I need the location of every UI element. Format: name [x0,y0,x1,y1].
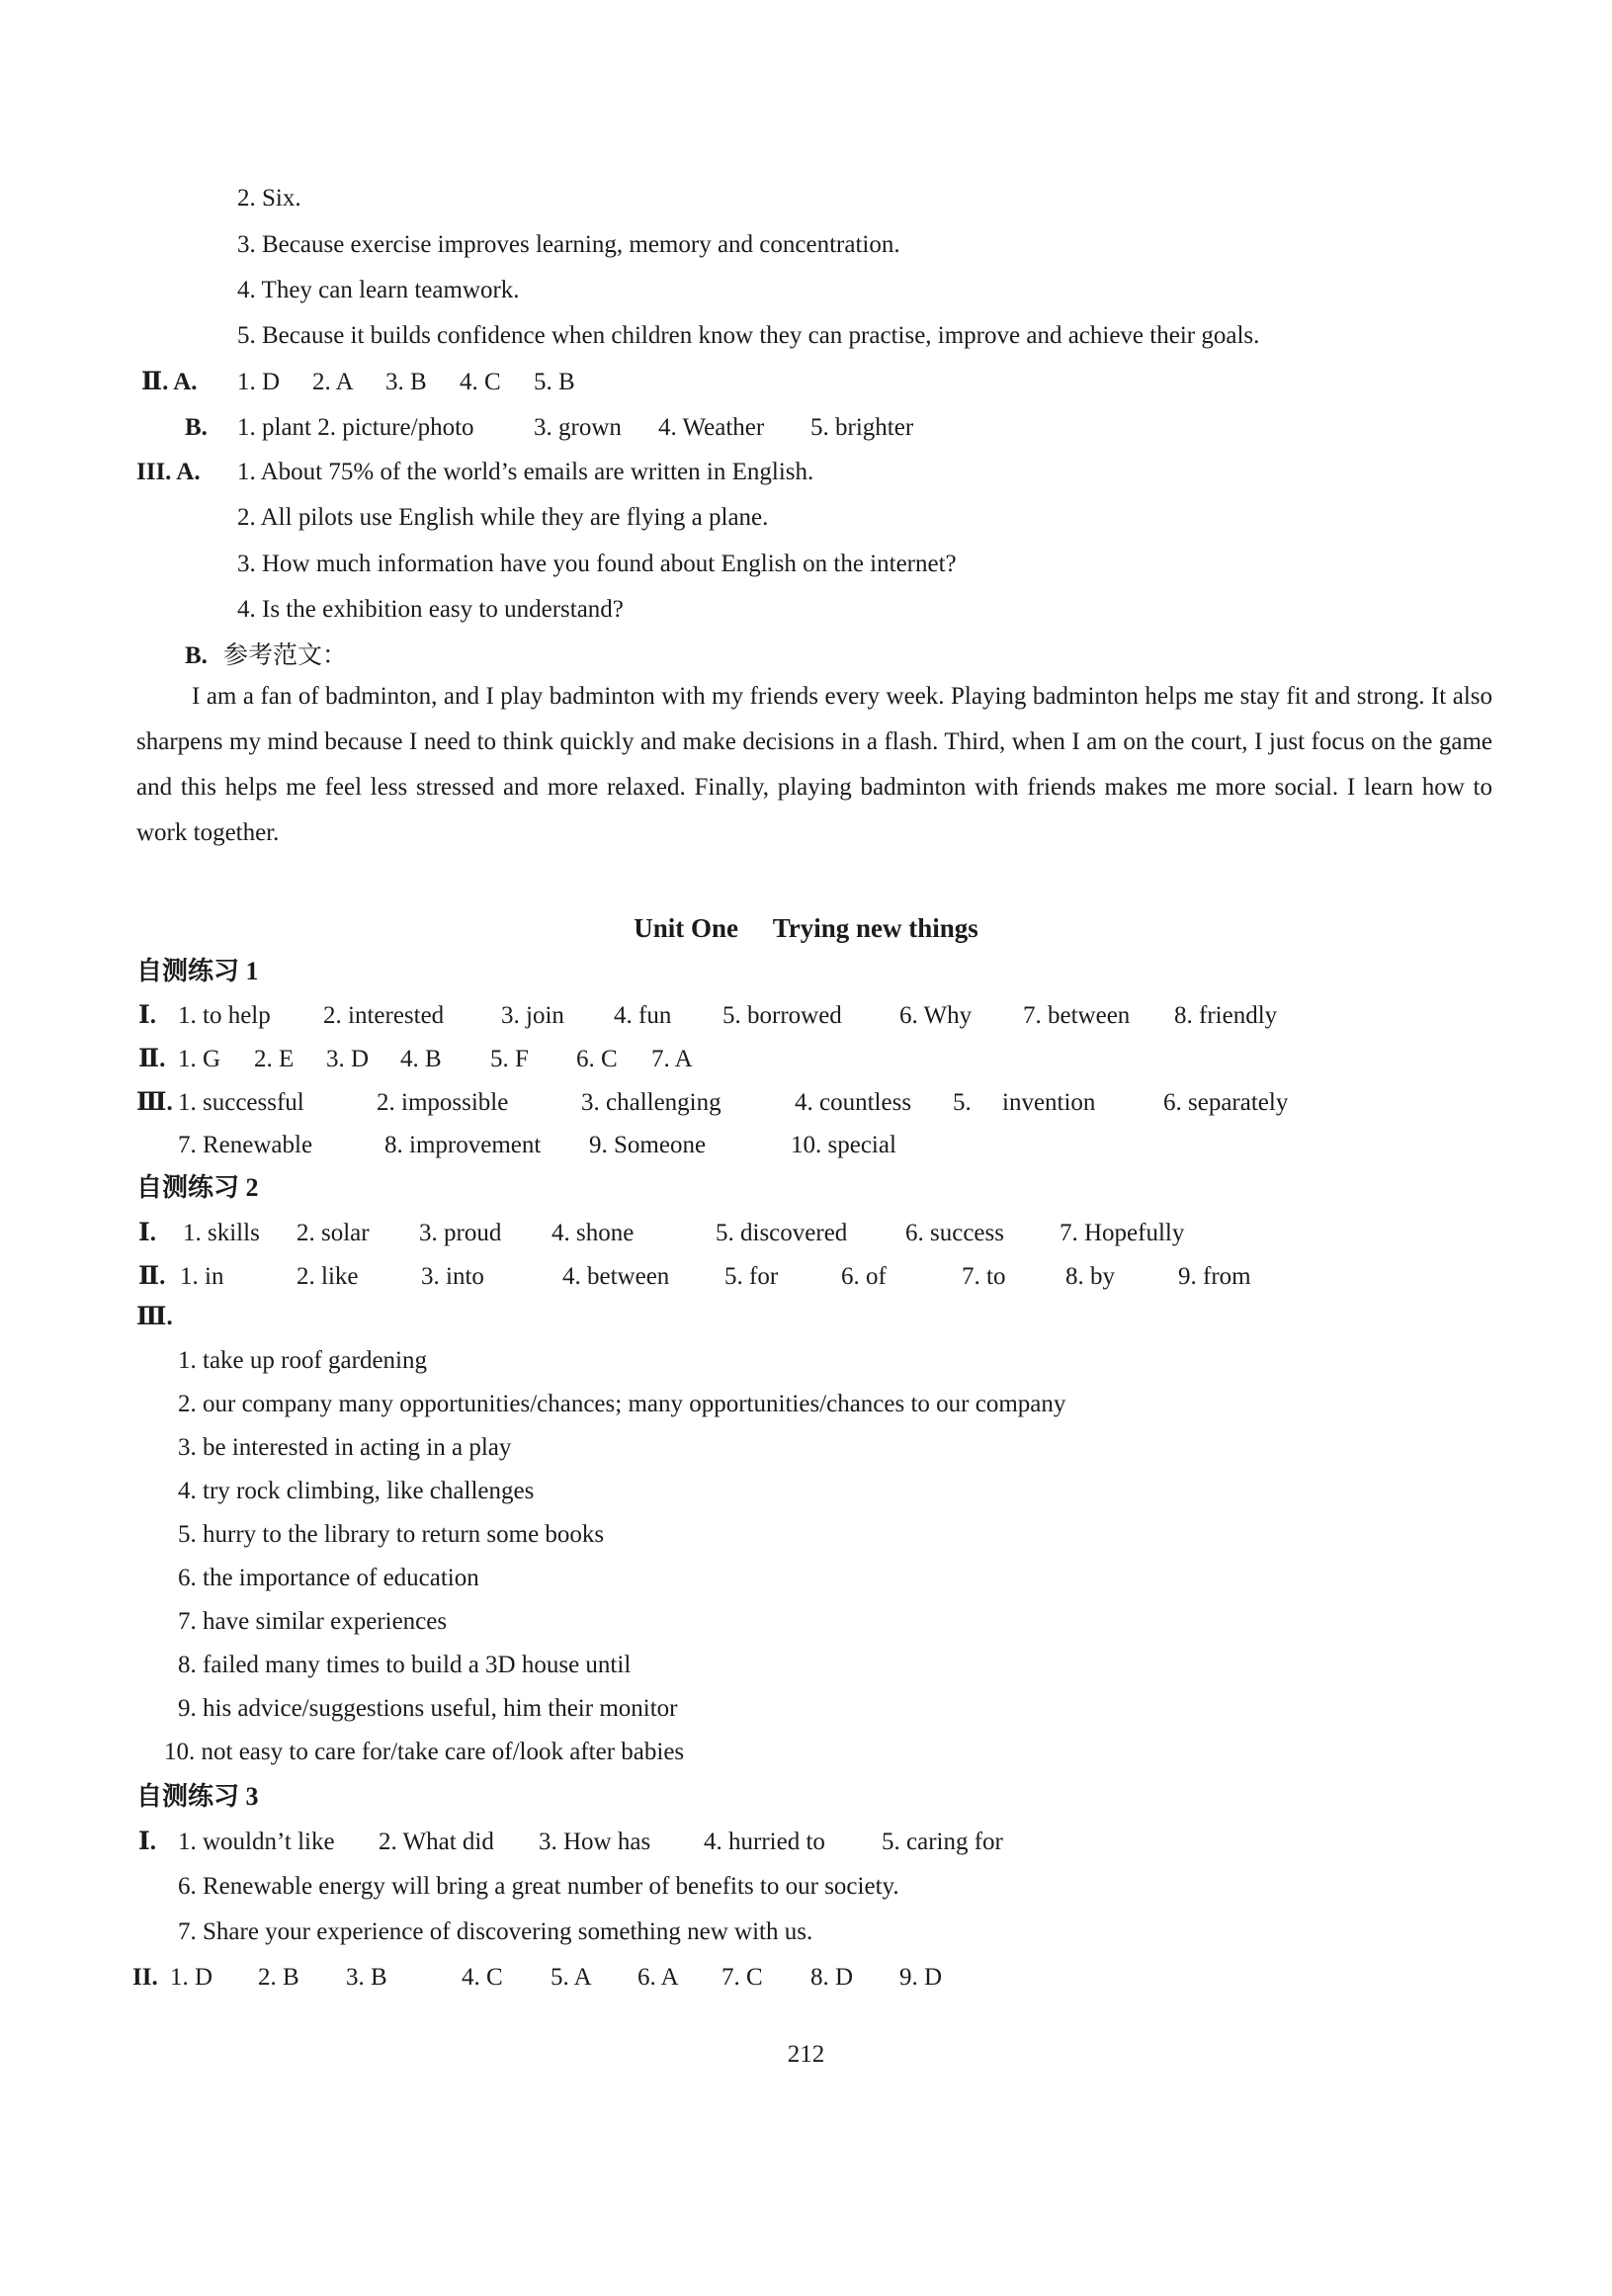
model-essay: I am a fan of badminton, and I play badminton with my friends every week. Playing badminton helps me stay fit and strong. It also sharpens my mind because I need to think quickly and make decisions in a flash. Third, when I am on the court, I just focus on the game and this helps me feel less stressed and more relaxed. Finally, playing badminton with friends makes me more social. I learn how to work together. [136,683,1492,846]
answer-line: 2. Six. [237,185,301,212]
answer-item: 3. How has [539,1828,651,1855]
answer-line: 6. the importance of education [178,1565,479,1591]
page-number: 212 [787,2041,825,2068]
answer-item: 5. for [724,1263,779,1290]
answer-item: 5. discovered [716,1220,848,1246]
answer-item: 6. C [576,1046,618,1072]
answer-item: 2. impossible [377,1089,509,1116]
answer-line: 3. be interested in acting in a play [178,1434,512,1461]
answer-item: 3. B [385,369,427,395]
answer-line: 3. Because exercise improves learning, memory and concentration. [237,231,900,258]
unit-title [0,915,1612,942]
answer-item: 4. shone [551,1220,635,1246]
answer-item: 3. challenging [581,1089,721,1116]
answer-item: 1. G [178,1046,221,1072]
answer-item: 4. countless [795,1089,912,1116]
part-label: Ⅱ. [138,1046,166,1072]
answer-item: 7. to [962,1263,1006,1290]
answer-item: 5. B [534,369,575,395]
answer-line: 10. not easy to care for/take care of/look after babies [164,1739,685,1765]
answer-line: 3. How much information have you found about English on the internet? [237,551,957,577]
answer-item: 1. successful [178,1089,304,1116]
answer-item: 5. caring for [882,1828,1003,1855]
section-label: III. A. [136,459,201,485]
answer-item: 1. D [237,369,281,395]
answer-item: 10. special [791,1132,896,1158]
answer-item: 9. Someone [589,1132,707,1158]
answer-item: 2. What did [379,1828,494,1855]
answer-item: 2. E [254,1046,295,1072]
part-label: Ⅰ. [138,1220,156,1246]
answer-item: 9. from [1178,1263,1251,1290]
answer-item: 3. proud [419,1220,502,1246]
answer-line: 2. All pilots use English while they are flying a plane. [237,504,769,531]
answer-item: 3. B [346,1964,387,1991]
answer-line: 8. failed many times to build a 3D house until [178,1652,632,1678]
part-label: Ⅲ. [136,1304,173,1330]
answer-item: 1. wouldn’t like [178,1828,335,1855]
answer-item: 6. A [637,1964,679,1991]
answer-line: 1. take up roof gardening [178,1347,428,1374]
practice-heading: 自测练习 1 [136,957,259,985]
answer-item: 4. hurried to [704,1828,825,1855]
answer-line: 1. About 75% of the world’s emails are written in English. [237,459,814,485]
answer-item: 3. join [501,1002,564,1029]
answer-item: 1. to help [178,1002,271,1029]
answer-line: 9. his advice/suggestions useful, him their monitor [178,1695,678,1722]
part-label: II. [132,1964,158,1991]
answer-line: 5. Because it builds confidence when children know they can practise, improve and achieve their goals. [237,322,1260,349]
answer-line: 4. try rock climbing, like challenges [178,1478,535,1504]
answer-item: 3. into [421,1263,484,1290]
answer-item: 5. brighter [810,414,914,441]
unit-topic: Trying new things [772,913,978,943]
section-label: Ⅱ. A. [141,369,198,395]
answer-item: 7. C [721,1964,763,1991]
answer-item: 1. plant 2. picture/photo [237,414,474,441]
answer-item: 7. A [651,1046,693,1072]
answer-line: 4. They can learn teamwork. [237,277,520,303]
answer-item: 7. Hopefully [1060,1220,1185,1246]
part-label: Ⅲ. [136,1089,173,1116]
answer-item: 8. improvement [384,1132,542,1158]
part-label: Ⅰ. [138,1828,156,1855]
part-label: Ⅱ. [138,1263,166,1290]
answer-item: 6. separately [1163,1089,1289,1116]
section-label: B. [185,414,208,441]
answer-item: 4. C [460,369,501,395]
part-label: Ⅰ. [138,1002,156,1029]
answer-line: 2. our company many opportunities/chances; many opportunities/chances to our company [178,1391,1066,1417]
answer-item: 4. between [562,1263,670,1290]
answer-item: 2. interested [323,1002,445,1029]
answer-item: 8. by [1065,1263,1115,1290]
answer-item: 1. in [180,1263,224,1290]
answer-item: 2. B [258,1964,299,1991]
answer-item: 4. Weather [658,414,765,441]
model-essay-heading: 参考范文： [223,642,348,669]
answer-item: 8. friendly [1174,1002,1278,1029]
answer-item: 1. D [170,1964,213,1991]
unit-name: Unit One [634,913,738,943]
answer-item: 6. success [905,1220,1004,1246]
answer-line: 5. hurry to the library to return some books [178,1521,605,1548]
answer-item: 7. between [1023,1002,1131,1029]
answer-item: 2. A [312,369,354,395]
answer-line: 6. Renewable energy will bring a great number of benefits to our society. [178,1873,899,1900]
answer-item: 2. like [297,1263,359,1290]
answer-line: 4. Is the exhibition easy to understand? [237,596,624,623]
practice-heading: 自测练习 2 [136,1173,259,1202]
answer-item: 3. D [326,1046,370,1072]
answer-item: 7. Renewable [178,1132,313,1158]
section-label: B. [185,642,208,669]
answer-item: 5. [953,1089,972,1116]
answer-item: 4. C [462,1964,503,1991]
answer-item: 5. F [490,1046,529,1072]
answer-item: 2. solar [297,1220,370,1246]
answer-item: 6. of [841,1263,887,1290]
answer-item: 9. D [899,1964,943,1991]
answer-line: 7. have similar experiences [178,1608,448,1635]
answer-item: invention [1002,1089,1096,1116]
answer-item: 4. B [400,1046,442,1072]
answer-item: 1. skills [183,1220,260,1246]
answer-item: 5. borrowed [722,1002,842,1029]
answer-line: 7. Share your experience of discovering something new with us. [178,1918,813,1945]
answer-item: 5. A [551,1964,592,1991]
answer-item: 4. fun [614,1002,672,1029]
answer-item: 8. D [810,1964,854,1991]
practice-heading: 自测练习 3 [136,1782,259,1811]
answer-item: 3. grown [534,414,622,441]
answer-item: 6. Why [899,1002,973,1029]
